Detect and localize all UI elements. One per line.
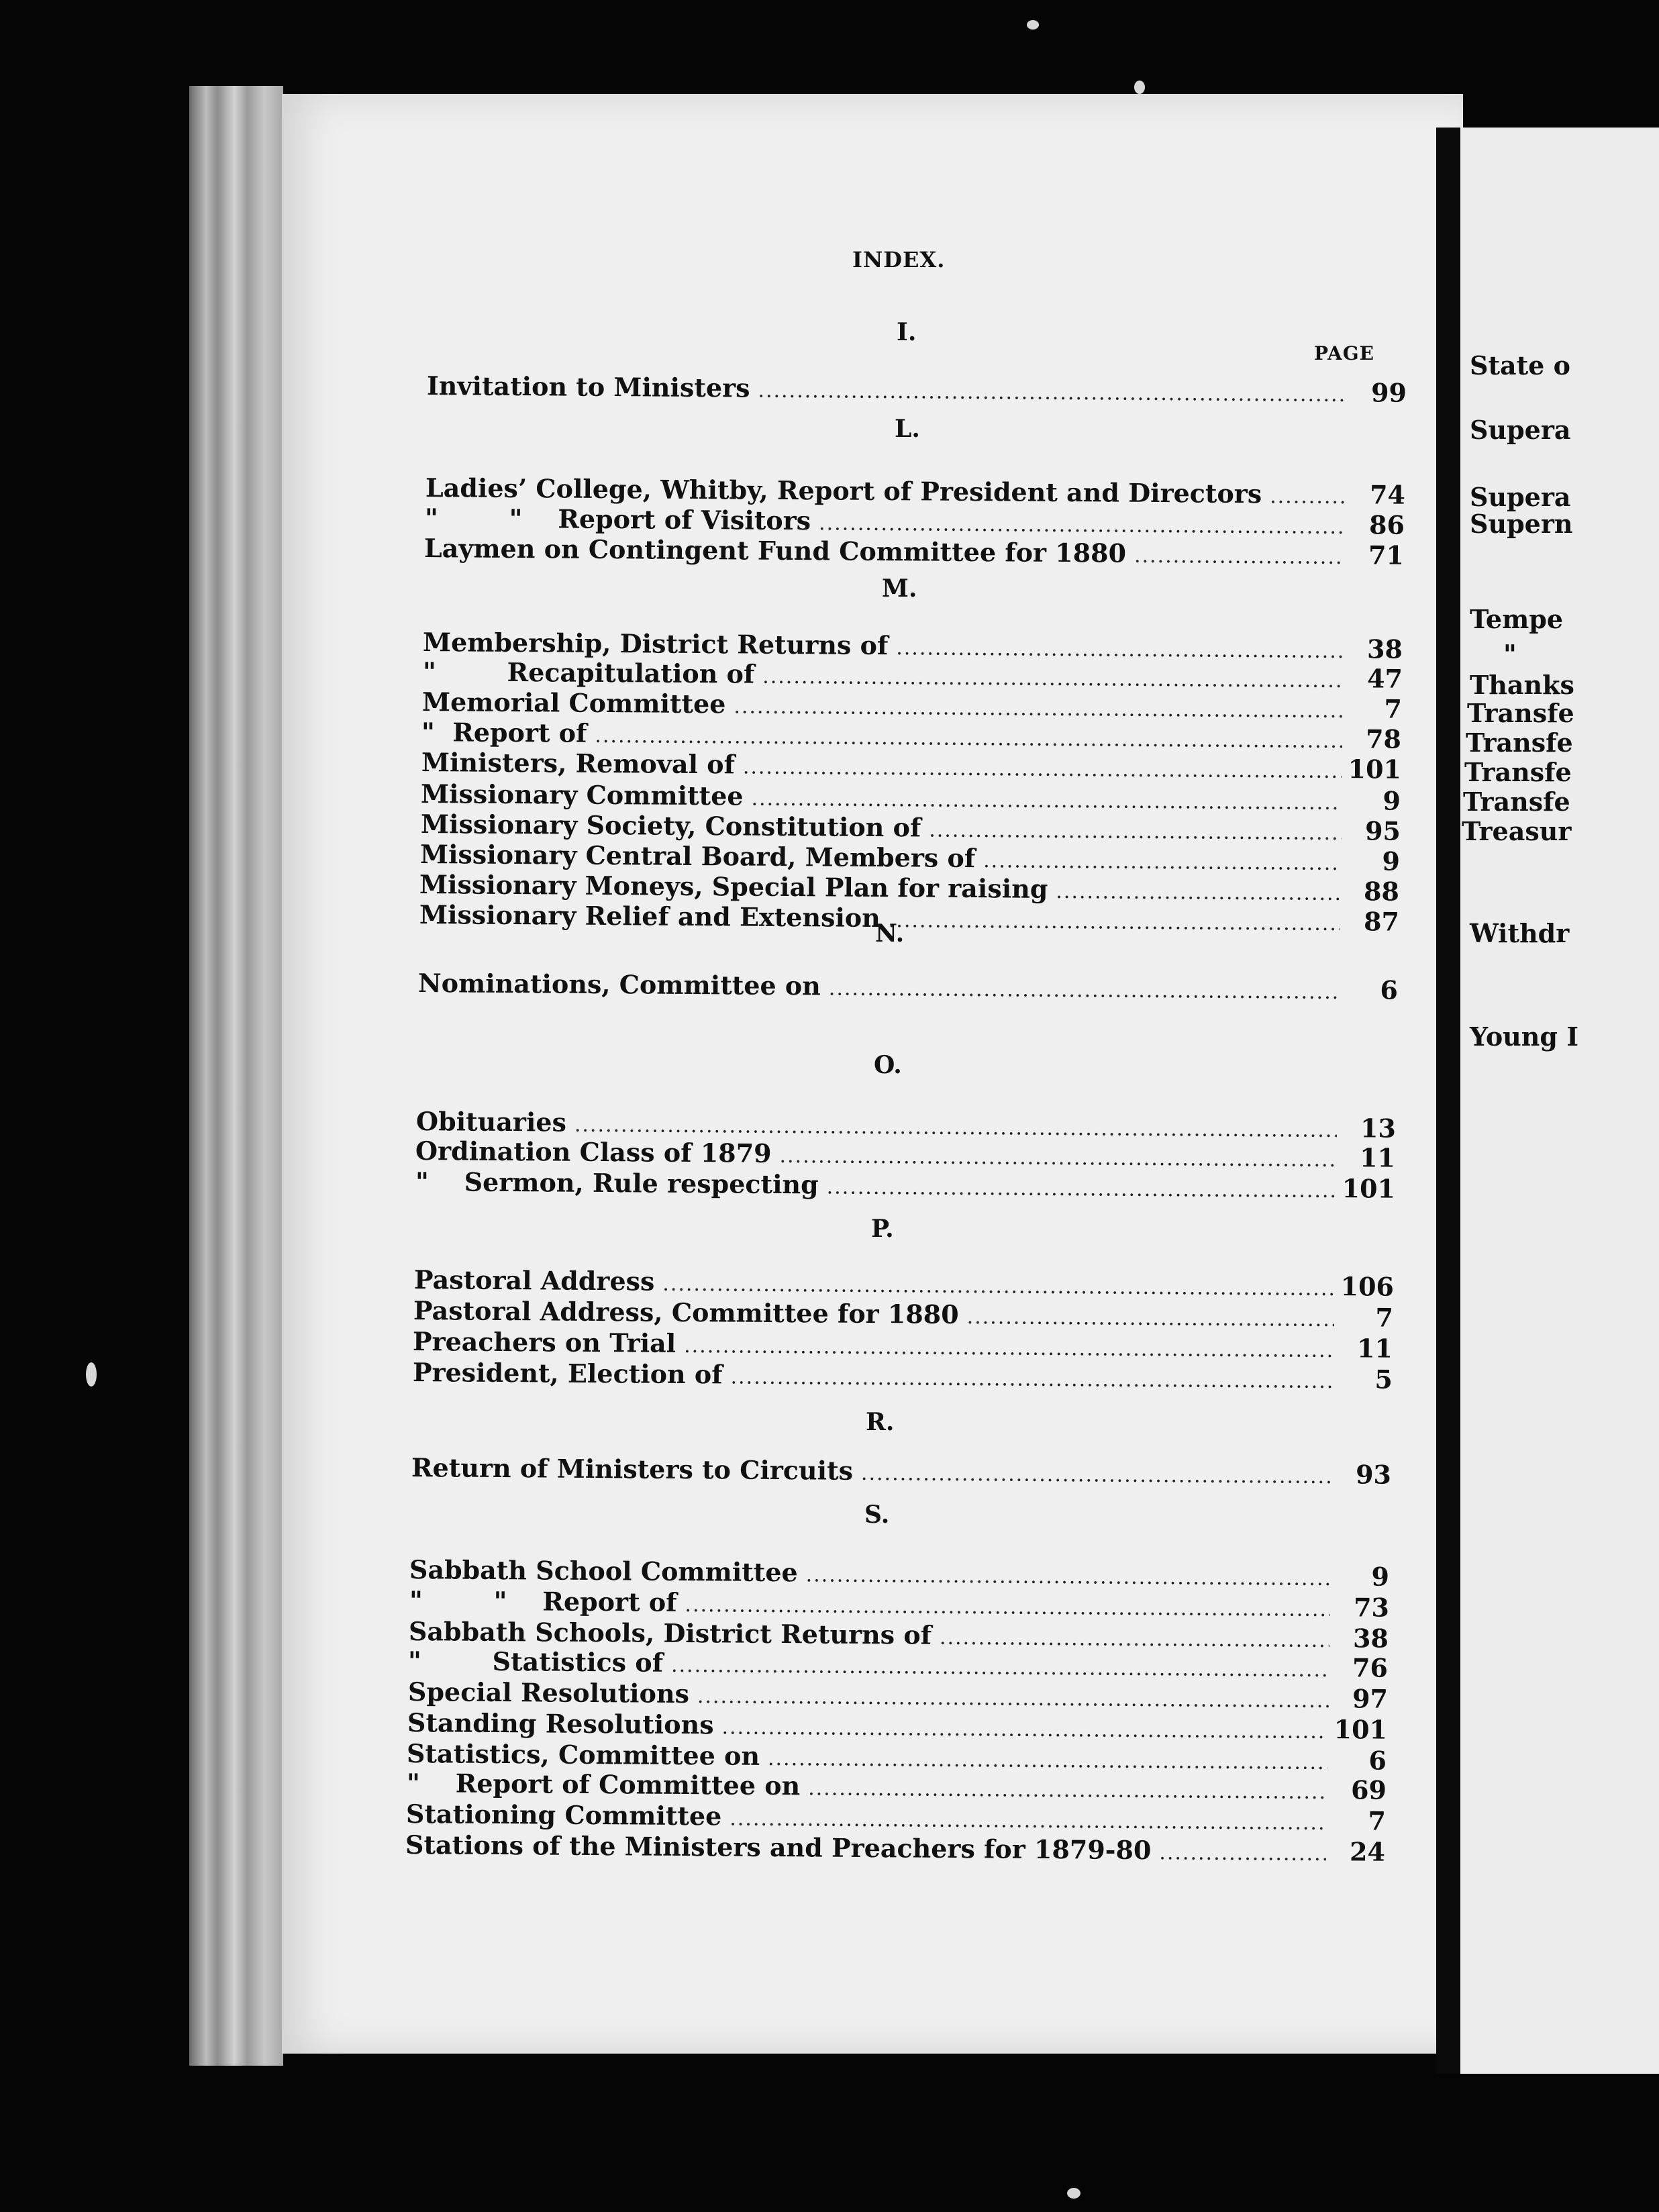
- dot-leader: [662, 1272, 1334, 1301]
- section-letter: M.: [882, 574, 917, 603]
- index-title: INDEX.: [852, 247, 946, 272]
- entry-title: " Recapitulation of: [422, 656, 755, 689]
- entry-page-number: 74: [1369, 479, 1406, 510]
- dot-leader: [827, 1175, 1336, 1203]
- entry-page-number: 87: [1363, 906, 1400, 937]
- entry-title: Invitation to Ministers: [426, 370, 750, 403]
- dot-leader: [940, 1626, 1329, 1652]
- entry-page-number: 7: [1375, 1302, 1394, 1333]
- dot-leader: [806, 1563, 1331, 1591]
- facing-page-fragment: Withdr: [1470, 918, 1570, 948]
- entry-page-number: 97: [1352, 1683, 1389, 1714]
- entry-page-number: 7: [1384, 693, 1403, 724]
- entry-title: " " Report of: [409, 1585, 677, 1617]
- dot-leader: [808, 1776, 1327, 1804]
- dot-leader: [1159, 1841, 1326, 1866]
- entry-page-number: 69: [1350, 1774, 1387, 1805]
- dot-leader: [685, 1593, 1330, 1621]
- entry-page-number: 6: [1380, 974, 1399, 1005]
- entry-title: Obituaries: [415, 1106, 567, 1138]
- dust-speck: [1027, 20, 1039, 30]
- entry-title: Ordination Class of 1879: [415, 1136, 772, 1168]
- entry-title: Missionary Society, Constitution of: [420, 809, 921, 843]
- entry-title: Stations of the Ministers and Preachers for 1879-80: [405, 1829, 1152, 1866]
- facing-page-fragment: Supera: [1470, 482, 1571, 512]
- page-column-header: PAGE: [1314, 342, 1374, 364]
- book-page-edges: [189, 86, 283, 2066]
- dot-leader: [1270, 485, 1346, 509]
- entry-page-number: 6: [1368, 1745, 1387, 1776]
- entry-title: " Statistics of: [407, 1646, 664, 1678]
- section-letter: O.: [874, 1051, 902, 1079]
- section-letter: R.: [866, 1408, 895, 1436]
- dot-leader: [896, 636, 1344, 663]
- entry-title: Special Resolutions: [407, 1676, 690, 1709]
- entry-page-number: 38: [1352, 1623, 1389, 1654]
- entry-page-number: 9: [1382, 785, 1401, 816]
- entry-page-number: 47: [1366, 663, 1403, 694]
- entry-page-number: 101: [1348, 754, 1402, 785]
- entry-page-number: 11: [1356, 1333, 1393, 1364]
- entry-title: Memorial Committee: [421, 687, 726, 719]
- entry-title: Membership, District Returns of: [422, 627, 889, 661]
- dot-leader: [734, 695, 1343, 723]
- section-letter: N.: [875, 919, 905, 948]
- entry-page-number: 9: [1382, 846, 1401, 876]
- entry-page-number: 101: [1334, 1714, 1388, 1745]
- dot-leader: [829, 976, 1339, 1004]
- entry-page-number: 13: [1360, 1113, 1397, 1144]
- entry-page-number: 99: [1370, 377, 1407, 408]
- entry-page-number: 5: [1374, 1364, 1393, 1395]
- entry-title: Ministers, Removal of: [421, 747, 736, 780]
- entry-title: " Report of: [421, 717, 587, 748]
- entry-page-number: 71: [1368, 540, 1405, 570]
- entry-title: Ladies’ College, Whitby, Report of President and Directors: [425, 472, 1262, 509]
- facing-page-fragment: Supera: [1470, 415, 1571, 445]
- entry-page-number: 86: [1368, 509, 1405, 540]
- entry-title: Statistics, Committee on: [406, 1738, 760, 1771]
- dot-leader: [1134, 544, 1345, 569]
- facing-page-fragment: Thanks: [1470, 670, 1574, 700]
- entry-page-number: 7: [1368, 1805, 1387, 1836]
- entry-page-number: 101: [1342, 1173, 1396, 1204]
- dot-leader: [819, 511, 1346, 539]
- dot-leader: [983, 849, 1341, 875]
- dust-speck: [1067, 2188, 1080, 2199]
- entry-title: Missionary Committee: [420, 778, 744, 811]
- entry-title: Laymen on Contingent Fund Committee for 1880: [423, 533, 1127, 568]
- dot-leader: [671, 1654, 1329, 1682]
- dot-leader: [721, 1715, 1327, 1744]
- facing-page-fragment: Transfe: [1463, 787, 1570, 817]
- entry-title: Preachers on Trial: [412, 1326, 676, 1358]
- entry-title: Sabbath Schools, District Returns of: [408, 1616, 932, 1650]
- entry-page-number: 9: [1371, 1561, 1390, 1592]
- dot-leader: [967, 1305, 1335, 1331]
- facing-page-fragment: Supern: [1470, 509, 1573, 539]
- entry-page-number: 106: [1340, 1271, 1395, 1302]
- section-letter: I.: [897, 318, 917, 346]
- facing-page-fragment: Young I: [1470, 1021, 1579, 1052]
- facing-page-fragment: Tempe: [1470, 604, 1564, 634]
- entry-title: Missionary Central Board, Members of: [419, 839, 976, 874]
- dot-leader: [743, 756, 1342, 784]
- dot-leader: [779, 1144, 1336, 1172]
- facing-page-fragment: State o: [1470, 350, 1570, 381]
- entry-title: Stationing Committee: [405, 1799, 722, 1831]
- entry-title: Standing Resolutions: [407, 1707, 714, 1740]
- entry-title: Return of Ministers to Circuits: [411, 1452, 854, 1486]
- facing-page-fragment: Transfe: [1464, 757, 1572, 787]
- dot-leader: [730, 1365, 1334, 1393]
- entry-title: Missionary Relief and Extension: [419, 899, 881, 934]
- entry-title: " " Report of Visitors: [424, 503, 811, 536]
- dot-leader: [929, 819, 1342, 846]
- facing-page-fragment: Transfe: [1467, 698, 1574, 728]
- facing-page-fragment: Treasur: [1462, 816, 1572, 846]
- entry-page-number: 93: [1355, 1459, 1392, 1490]
- facing-page-fragment: Transfe: [1466, 727, 1573, 758]
- entry-title: Pastoral Address: [413, 1264, 655, 1297]
- entry-title: Missionary Moneys, Special Plan for raising: [419, 869, 1048, 904]
- entry-page-number: 24: [1349, 1836, 1386, 1867]
- entry-page-number: 11: [1359, 1142, 1396, 1173]
- dot-leader: [1056, 880, 1340, 905]
- dot-leader: [730, 1807, 1327, 1836]
- entry-page-number: 78: [1365, 723, 1402, 754]
- section-letter: P.: [871, 1215, 894, 1243]
- dot-leader: [889, 909, 1340, 936]
- entry-page-number: 73: [1353, 1592, 1390, 1623]
- entry-page-number: 88: [1363, 876, 1400, 907]
- facing-page-fragment: ": [1503, 639, 1517, 669]
- dot-leader: [861, 1462, 1332, 1489]
- dot-leader: [684, 1334, 1334, 1362]
- entry-title: " Report of Committee on: [406, 1768, 801, 1801]
- entry-page-number: 38: [1366, 634, 1403, 664]
- entry-title: Sabbath School Committee: [409, 1554, 798, 1588]
- dust-speck: [86, 1362, 97, 1387]
- dot-leader: [762, 665, 1344, 693]
- dot-leader: [758, 379, 1348, 407]
- dot-leader: [751, 787, 1342, 815]
- entry-page-number: 95: [1364, 815, 1401, 846]
- dot-leader: [697, 1685, 1329, 1713]
- section-letter: S.: [864, 1501, 890, 1529]
- entry-title: Nominations, Committee on: [417, 968, 821, 1001]
- entry-title: " Sermon, Rule respecting: [415, 1166, 819, 1200]
- section-letter: L.: [895, 415, 920, 443]
- entry-title: President, Election of: [412, 1357, 723, 1390]
- dust-speck: [1134, 81, 1145, 94]
- entry-title: Pastoral Address, Committee for 1880: [413, 1295, 959, 1329]
- entry-page-number: 76: [1352, 1652, 1389, 1683]
